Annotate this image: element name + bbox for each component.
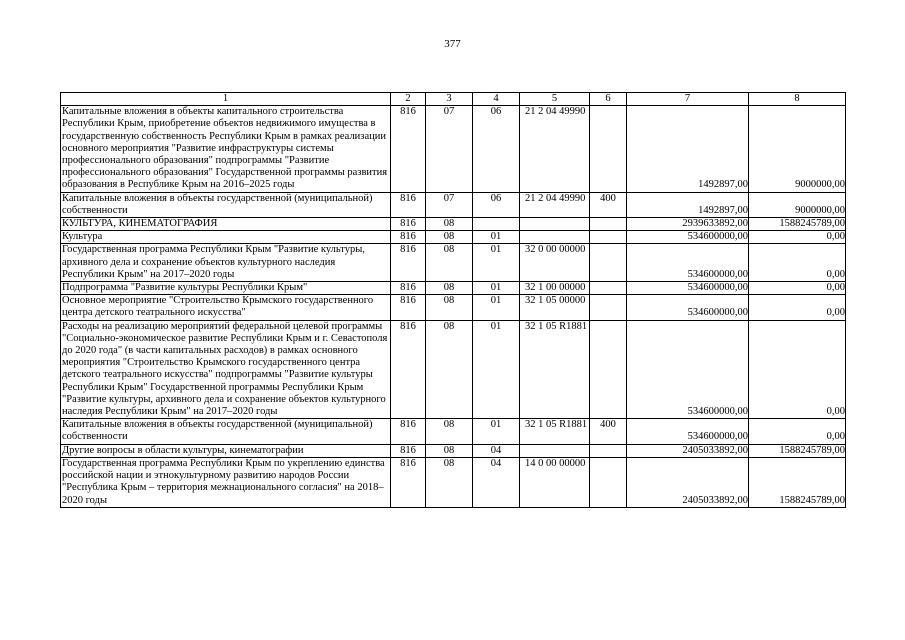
table-row: [61, 218, 846, 231]
table-row: [61, 457, 846, 507]
row-section-cell: 07: [426, 106, 473, 192]
row-section-cell: 08: [426, 320, 473, 419]
row-target-cell: [520, 444, 590, 457]
row-name-cell: Государственная программа Республики Крым "Развитие культуры, архивного дела и сохранение объектов культурного наследия Республики Крым" на 2017–2020 годы: [61, 244, 391, 282]
row-amount-cell: 534600000,00: [627, 231, 749, 244]
row-section-cell: 07: [426, 192, 473, 217]
row-amount-cell: 0,00: [749, 419, 846, 444]
row-target-cell: 21 2 04 49990: [520, 192, 590, 217]
row-type-cell: [590, 282, 627, 295]
row-name-cell: Капитальные вложения в объекты капитального строительства Республики Крым, приобретение объектов недвижимого имущества в государственную собственность Республики Крым в рамках реализации основного мероприятия "Развитие инфраструктуры системы профессионального образования" подпрограммы "Развитие профессионального образования" Государственной программы развития образования в Республике Крым на 2016–2025 годы: [61, 106, 391, 192]
row-name-cell: Подпрограмма "Развитие культуры Республики Крым": [61, 282, 391, 295]
row-type-cell: [590, 295, 627, 320]
budget-table: [60, 92, 846, 508]
row-name-cell: Капитальные вложения в объекты государственной (муниципальной) собственности: [61, 192, 391, 217]
row-name-cell: КУЛЬТУРА, КИНЕМАТОГРАФИЯ: [61, 218, 391, 231]
header-cell: 7: [627, 93, 749, 106]
row-name-cell: Основное мероприятие "Строительство Крымского государственного центра детского театрального искусства": [61, 295, 391, 320]
row-amount-cell: 534600000,00: [627, 320, 749, 419]
row-target-cell: 32 1 00 00000: [520, 282, 590, 295]
header-cell: 1: [61, 93, 391, 106]
row-amount-cell: 534600000,00: [627, 295, 749, 320]
row-section-cell: 08: [426, 244, 473, 282]
row-subsection-cell: 01: [473, 295, 520, 320]
row-target-cell: [520, 218, 590, 231]
row-code-cell: 816: [391, 444, 426, 457]
row-amount-cell: 1492897,00: [627, 106, 749, 192]
row-amount-cell: 2939633892,00: [627, 218, 749, 231]
table-row: [61, 444, 846, 457]
row-amount-cell: 2405033892,00: [627, 457, 749, 507]
row-code-cell: 816: [391, 282, 426, 295]
table-row: [61, 192, 846, 217]
row-code-cell: 816: [391, 244, 426, 282]
row-name-cell: Культура: [61, 231, 391, 244]
row-amount-cell: 0,00: [749, 295, 846, 320]
row-amount-cell: 9000000,00: [749, 192, 846, 217]
table-row: [61, 244, 846, 282]
table-row: [61, 282, 846, 295]
row-section-cell: 08: [426, 444, 473, 457]
row-subsection-cell: 01: [473, 320, 520, 419]
table-row: [61, 231, 846, 244]
row-amount-cell: 534600000,00: [627, 282, 749, 295]
row-code-cell: 816: [391, 295, 426, 320]
row-code-cell: 816: [391, 106, 426, 192]
row-type-cell: [590, 106, 627, 192]
table-row: [61, 320, 846, 419]
row-type-cell: [590, 218, 627, 231]
row-amount-cell: 534600000,00: [627, 244, 749, 282]
row-amount-cell: 1588245789,00: [749, 218, 846, 231]
row-name-cell: Государственная программа Республики Крым по укреплению единства российской нации и этнокультурному развитию народов России "Республика Крым – территория межнационального согласия" на 2018–2020 годы: [61, 457, 391, 507]
row-code-cell: 816: [391, 218, 426, 231]
row-section-cell: 08: [426, 218, 473, 231]
row-amount-cell: 1588245789,00: [749, 457, 846, 507]
row-subsection-cell: 01: [473, 282, 520, 295]
header-cell: 8: [749, 93, 846, 106]
table-row: [61, 295, 846, 320]
row-amount-cell: 9000000,00: [749, 106, 846, 192]
row-code-cell: 816: [391, 457, 426, 507]
row-target-cell: 32 1 05 00000: [520, 295, 590, 320]
row-amount-cell: 2405033892,00: [627, 444, 749, 457]
row-amount-cell: 534600000,00: [627, 419, 749, 444]
table-body: [61, 93, 846, 508]
row-subsection-cell: 01: [473, 231, 520, 244]
row-code-cell: 816: [391, 320, 426, 419]
row-target-cell: 32 1 05 R1881: [520, 320, 590, 419]
row-target-cell: [520, 231, 590, 244]
row-amount-cell: 1492897,00: [627, 192, 749, 217]
row-amount-cell: 1588245789,00: [749, 444, 846, 457]
row-subsection-cell: 04: [473, 444, 520, 457]
header-cell: 6: [590, 93, 627, 106]
row-subsection-cell: 06: [473, 192, 520, 217]
row-section-cell: 08: [426, 457, 473, 507]
row-code-cell: 816: [391, 231, 426, 244]
row-amount-cell: 0,00: [749, 231, 846, 244]
table-row: [61, 419, 846, 444]
row-type-cell: 400: [590, 192, 627, 217]
header-cell: 2: [391, 93, 426, 106]
row-target-cell: 32 0 00 00000: [520, 244, 590, 282]
row-type-cell: [590, 444, 627, 457]
header-cell: 3: [426, 93, 473, 106]
row-name-cell: Расходы на реализацию мероприятий федеральной целевой программы "Социально-экономическое развитие Республики Крым и г. Севастополя до 2020 года" (в части капитальных расходов) в рамках основного мероприятия "Строительство Крымского государственного центра детского театрального искусства" подпрограммы "Развитие культуры Республики Крым" Государственной программы Республики Крым "Развитие культуры, архивного дела и сохранение объектов культурного наследия Республики Крым" на 2017–2020 годы: [61, 320, 391, 419]
row-type-cell: [590, 231, 627, 244]
row-name-cell: Капитальные вложения в объекты государственной (муниципальной) собственности: [61, 419, 391, 444]
row-amount-cell: 0,00: [749, 320, 846, 419]
table-header-row: [61, 93, 846, 106]
row-type-cell: [590, 320, 627, 419]
row-amount-cell: 0,00: [749, 244, 846, 282]
row-subsection-cell: [473, 218, 520, 231]
row-subsection-cell: 04: [473, 457, 520, 507]
row-type-cell: [590, 244, 627, 282]
row-section-cell: 08: [426, 295, 473, 320]
row-type-cell: 400: [590, 419, 627, 444]
row-type-cell: [590, 457, 627, 507]
row-code-cell: 816: [391, 419, 426, 444]
row-subsection-cell: 06: [473, 106, 520, 192]
row-subsection-cell: 01: [473, 244, 520, 282]
header-cell: 4: [473, 93, 520, 106]
row-code-cell: 816: [391, 192, 426, 217]
row-target-cell: 32 1 05 R1881: [520, 419, 590, 444]
row-section-cell: 08: [426, 282, 473, 295]
row-name-cell: Другие вопросы в области культуры, кинематографии: [61, 444, 391, 457]
page-number: 377: [444, 38, 461, 50]
row-target-cell: 14 0 00 00000: [520, 457, 590, 507]
row-section-cell: 08: [426, 231, 473, 244]
row-target-cell: 21 2 04 49990: [520, 106, 590, 192]
row-section-cell: 08: [426, 419, 473, 444]
row-amount-cell: 0,00: [749, 282, 846, 295]
row-subsection-cell: 01: [473, 419, 520, 444]
header-cell: 5: [520, 93, 590, 106]
table-row: [61, 106, 846, 192]
